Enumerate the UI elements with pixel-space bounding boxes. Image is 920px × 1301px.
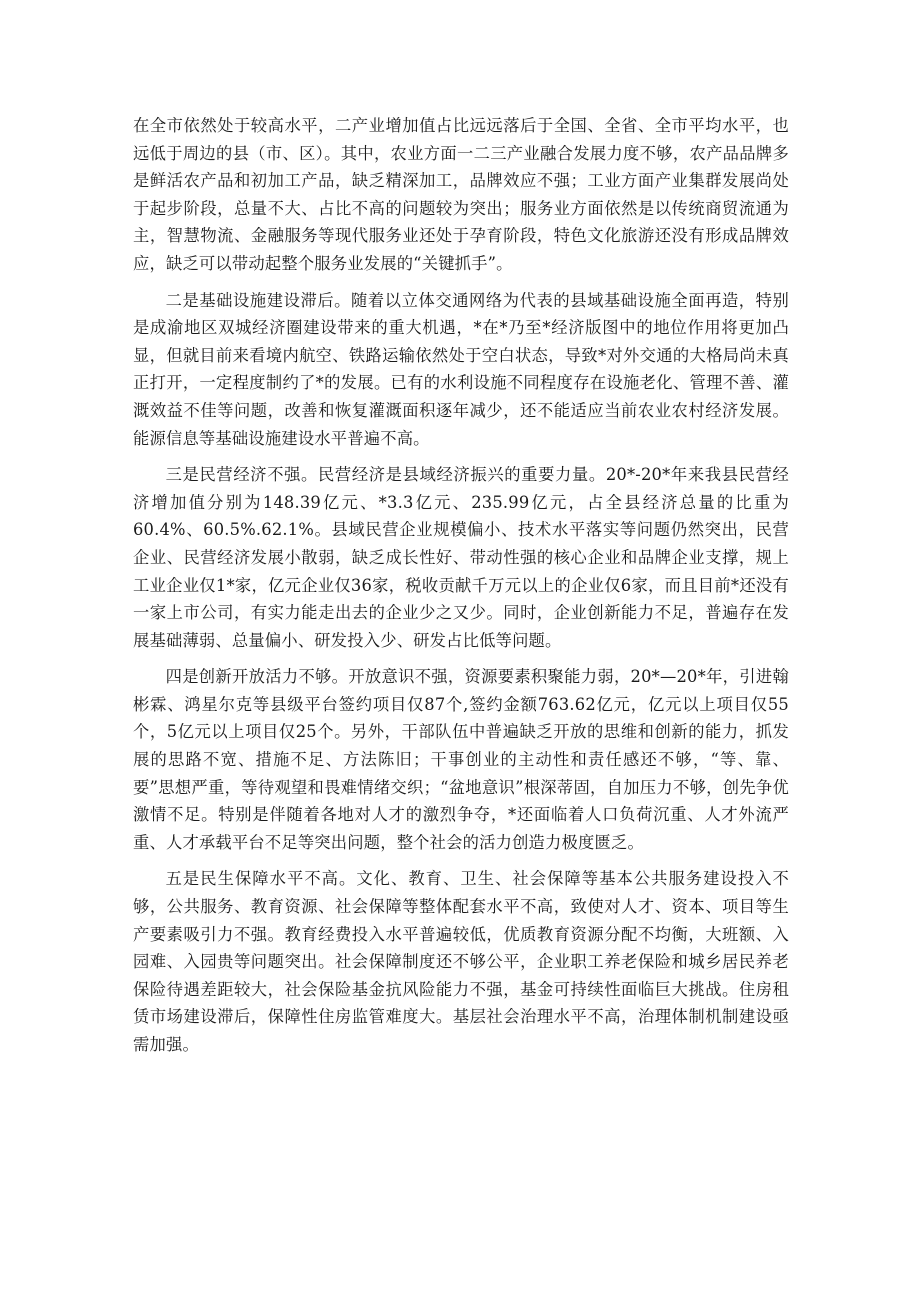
paragraph-livelihood-security: 五是民生保障水平不高。文化、教育、卫生、社会保障等基本公共服务建设投入不够，公共服务、教育资源、社会保障等整体配套水平不高，致使对人才、资本、项目等生产要素吸引力不强。教育经费投入水平普遍较低，优质教育资源分配不均衡，大班额、入园难、入园贵等问题突出。社会保障制度还不够公平，企业职工养老保险和城乡居民养老保险待遇差距较大，社会保险基金抗风险能力不强，基金可持续性面临巨大挑战。住房租赁市场建设滞后，保障性住房监管难度大。基层社会治理水平不高，治理体制机制建设亟需加强。 [133, 869, 789, 1054]
paragraph-private-economy: 三是民营经济不强。民营经济是县域经济振兴的重要力量。20*-20*年来我县民营经济增加值分别为148.39亿元、*3.3亿元、235.99亿元，占全县经济总量的比重为60.4%、60.5%.62.1%。县域民营企业规模偏小、技术水平落实等问题仍然突出，民营企业、民营经济发展小散弱，缺乏成长性好、带动性强的核心企业和品牌企业支撑，规上工业企业仅1*家，亿元企业仅36家，税收贡献千万元以上的企业仅6家，而且目前*还没有一家上市公司，有实力能走出去的企业少之又少。同时，企业创新能力不足，普遍存在发展基础薄弱、总量偏小、研发投入少、研发占比低等问题。 [133, 465, 789, 650]
paragraph-infrastructure: 二是基础设施建设滞后。随着以立体交通网络为代表的县域基础设施全面再造，特别是成渝地区双城经济圈建设带来的重大机遇，*在*乃至*经济版图中的地位作用将更加凸显，但就目前来看境内航空、铁路运输依然处于空白状态，导致*对外交通的大格局尚未真正打开，一定程度制约了*的发展。已有的水利设施不同程度存在设施老化、管理不善、灌溉效益不佳等问题，改善和恢复灌溉面积逐年减少，还不能适应当前农业农村经济发展。能源信息等基础设施建设水平普遍不高。 [133, 290, 789, 448]
paragraph-industry-continuation: 在全市依然处于较高水平，二产业增加值占比远远落后于全国、全省、全市平均水平，也远低于周边的县（市、区）。其中，农业方面一二三产业融合发展力度不够，农产品品牌多是鲜活农产品和初加工产品，缺乏精深加工，品牌效应不强；工业方面产业集群发展尚处于起步阶段，总量不大、占比不高的问题较为突出；服务业方面依然是以传统商贸流通为主，智慧物流、金融服务等现代服务业还处于孕育阶段，特色文化旅游还没有形成品牌效应，缺乏可以带动起整个服务业发展的“关键抓手”。 [133, 116, 789, 273]
paragraph-innovation-openness: 四是创新开放活力不够。开放意识不强，资源要素积聚能力弱，20*—20*年，引进翰彬霖、鸿星尔克等县级平台签约项目仅87个,签约金额763.62亿元，亿元以上项目仅55个，5亿元以上项目仅25个。另外，干部队伍中普遍缺乏开放的思维和创新的能力，抓发展的思路不宽、措施不足、方法陈旧；干事创业的主动性和责任感还不够，“等、靠、要”思想严重，等待观望和畏难情绪交织；“盆地意识”根深蒂固，自加压力不够，创先争优激情不足。特别是伴随着各地对人才的激烈争夺，*还面临着人口负荷沉重、人才外流严重、人才承载平台不足等突出问题，整个社会的活力创造力极度匮乏。 [133, 667, 789, 852]
document-body [133, 112, 789, 1068]
